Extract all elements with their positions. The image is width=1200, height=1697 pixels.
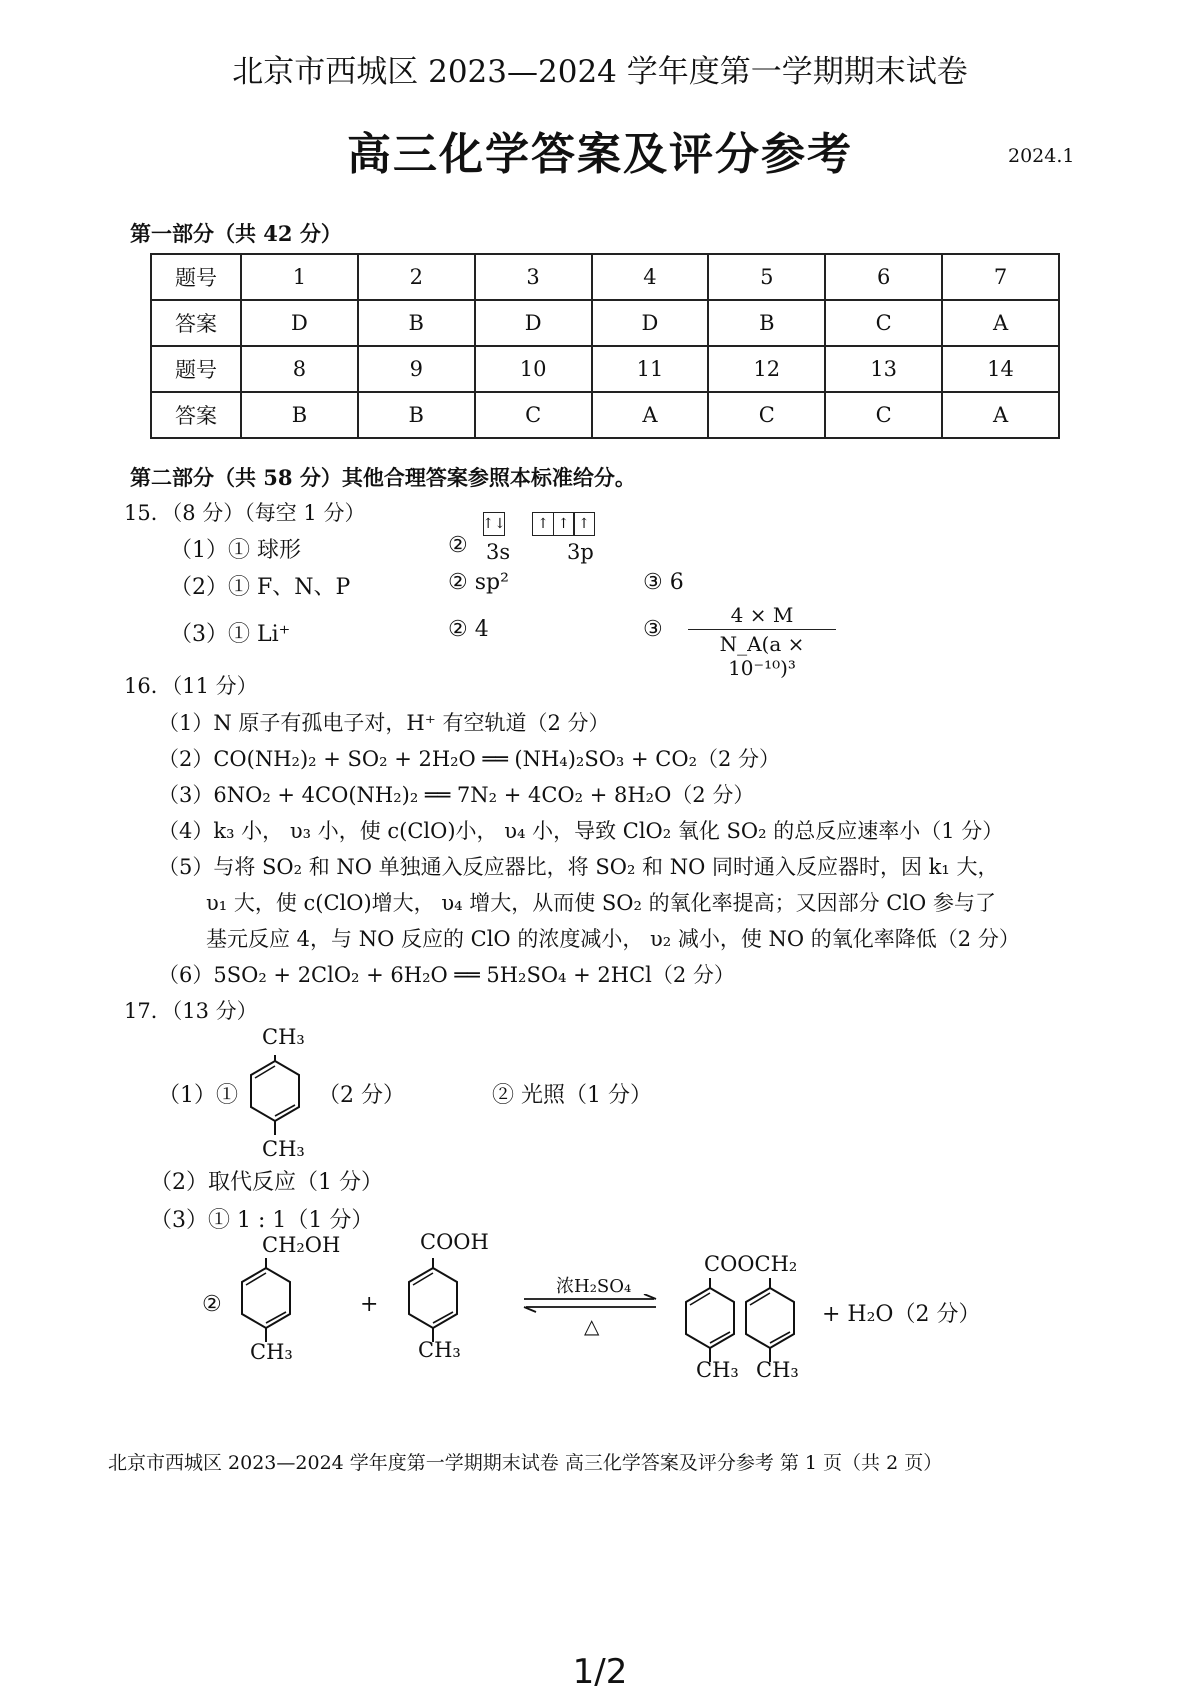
- table-cell: 6: [825, 254, 942, 300]
- q17-p3-2: ②: [202, 1292, 222, 1317]
- table-cell: 13: [825, 346, 942, 392]
- q16-line-6: （6）5SO₂ + 2ClO₂ + 6H₂O ══ 5H₂SO₄ + 2HCl（2 分）: [158, 963, 735, 987]
- table-cell: C: [825, 300, 942, 346]
- page-indicator: 1/2: [572, 1652, 628, 1692]
- q17-heading: 17．（13 分）: [124, 999, 258, 1023]
- cooh-group: COOH: [420, 1230, 489, 1254]
- ch3-group: CH₃: [250, 1340, 293, 1364]
- table-cell: D: [475, 300, 592, 346]
- q17-p1-score: （2 分）: [318, 1083, 405, 1108]
- table-cell: 14: [942, 346, 1059, 392]
- reagent-label: 浓H₂SO₄: [556, 1276, 632, 1297]
- table-cell: 7: [942, 254, 1059, 300]
- q16-heading: 16．（11 分）: [124, 674, 258, 698]
- table-cell: 8: [241, 346, 358, 392]
- q16-line-5a: （5）与将 SO₂ 和 NO 单独通入反应器比，将 SO₂ 和 NO 同时通入反应器时，因 k₁ 大，: [158, 855, 999, 879]
- ch3-group: CH₃: [418, 1338, 461, 1362]
- table-cell: 1: [241, 254, 358, 300]
- orbital-box: ↑: [553, 512, 575, 536]
- q15-p1-2: ②: [448, 533, 468, 558]
- benzene-ring-icon: [403, 1258, 463, 1342]
- table-cell: A: [942, 300, 1059, 346]
- orbital-box: ↑↓: [483, 512, 505, 536]
- q16-line-4: （4）k₃ 小， υ₃ 小，使 c(ClO)小， υ₄ 小，导致 ClO₂ 氧化 SO₂ 的总反应速率小（1 分）: [158, 819, 1004, 843]
- table-cell: 3: [475, 254, 592, 300]
- q16-line-2: （2）CO(NH₂)₂ + SO₂ + 2H₂O ══ (NH₄)₂SO₃ + CO₂（2 分）: [158, 747, 781, 771]
- q16-line-1: （1）N 原子有孤电子对，H⁺ 有空轨道（2 分）: [158, 711, 610, 735]
- table-cell: B: [358, 300, 475, 346]
- q15-p2-1: （2）① F、N、P: [170, 575, 351, 600]
- benzene-ring-icon: [236, 1258, 296, 1342]
- answer-table: [150, 253, 1060, 439]
- fraction-bar: [688, 629, 836, 630]
- density-fraction: [688, 603, 836, 680]
- ch3-group: CH₃: [756, 1358, 799, 1382]
- q15-p3-1: （3）① Li⁺: [170, 622, 291, 647]
- main-title: 高三化学答案及评分参考: [347, 129, 853, 180]
- table-cell: 12: [708, 346, 825, 392]
- reversible-arrow-icon: [520, 1294, 660, 1314]
- q17-p3-1: （3）① 1 : 1（1 分）: [150, 1208, 374, 1233]
- table-cell: C: [708, 392, 825, 438]
- table-cell: 11: [592, 346, 709, 392]
- table-cell: B: [708, 300, 825, 346]
- date: 2024.1: [1008, 145, 1075, 167]
- q15-p2-2: ② sp²: [448, 570, 509, 595]
- q17-p1-2: ② 光照（1 分）: [492, 1083, 652, 1108]
- table-row: [151, 300, 1059, 346]
- label-3s: 3s: [486, 540, 511, 564]
- row-label: 题号: [151, 346, 241, 392]
- q15-heading: 15．（8 分）（每空 1 分）: [124, 501, 366, 525]
- ester-rings-icon: [678, 1278, 828, 1362]
- table-row: [151, 392, 1059, 438]
- table-cell: C: [825, 392, 942, 438]
- table-cell: 9: [358, 346, 475, 392]
- product-water-score: + H₂O（2 分）: [822, 1302, 981, 1327]
- q15-p3-2: ② 4: [448, 617, 489, 642]
- orbital-3p: [532, 512, 595, 536]
- table-cell: 10: [475, 346, 592, 392]
- q17-p2: （2）取代反应（1 分）: [150, 1170, 383, 1195]
- ch3-group: CH₃: [696, 1358, 739, 1382]
- label-3p: 3p: [567, 540, 594, 564]
- table-row: [151, 254, 1059, 300]
- table-cell: 4: [592, 254, 709, 300]
- plus-sign: +: [360, 1292, 379, 1317]
- ch3-top: CH₃: [262, 1025, 305, 1049]
- table-cell: D: [241, 300, 358, 346]
- table-cell: B: [241, 392, 358, 438]
- ch3-bottom: CH₃: [262, 1137, 305, 1161]
- ch2oh-group: CH₂OH: [262, 1233, 341, 1257]
- table-cell: D: [592, 300, 709, 346]
- q16-line-3: （3）6NO₂ + 4CO(NH₂)₂ ══ 7N₂ + 4CO₂ + 8H₂O（2 分）: [158, 783, 755, 807]
- row-label: 题号: [151, 254, 241, 300]
- part1-heading: 第一部分（共 42 分）: [130, 221, 342, 246]
- table-cell: B: [358, 392, 475, 438]
- q16-line-5b: υ₁ 大，使 c(ClO)增大， υ₄ 增大，从而使 SO₂ 的氧化率提高；又因部分 ClO 参与了: [206, 891, 996, 915]
- orbital-box: ↑: [532, 512, 554, 536]
- q17-p1-prefix: （1）①: [158, 1083, 238, 1108]
- heat-symbol: △: [584, 1314, 600, 1338]
- q16-line-5c: 基元反应 4，与 NO 反应的 ClO 的浓度减小， υ₂ 减小，使 NO 的氧化率降低（2 分）: [206, 927, 1020, 951]
- orbital-3s: [483, 512, 505, 536]
- orbital-box: ↑: [573, 512, 595, 536]
- fraction-denominator: N_A(a × 10⁻¹⁰)³: [719, 632, 805, 680]
- row-label: 答案: [151, 300, 241, 346]
- table-cell: 2: [358, 254, 475, 300]
- cooch2-group: COOCH₂: [704, 1252, 798, 1276]
- q15-p2-3: ③ 6: [643, 570, 684, 595]
- table-cell: A: [592, 392, 709, 438]
- benzene-ring-icon: [245, 1055, 305, 1135]
- part2-heading: 第二部分（共 58 分）其他合理答案参照本标准给分。: [130, 465, 636, 490]
- table-cell: 5: [708, 254, 825, 300]
- header-title: 北京市西城区 2023—2024 学年度第一学期期末试卷: [232, 54, 968, 90]
- q15-p1-1: （1）① 球形: [170, 538, 301, 563]
- fraction-numerator: 4 × M: [730, 603, 794, 627]
- table-row: [151, 346, 1059, 392]
- q15-p3-3: ③: [643, 617, 663, 642]
- page-footer: 北京市西城区 2023—2024 学年度第一学期期末试卷 高三化学答案及评分参考 第 1 页（共 2 页）: [108, 1452, 943, 1474]
- table-cell: C: [475, 392, 592, 438]
- row-label: 答案: [151, 392, 241, 438]
- table-cell: A: [942, 392, 1059, 438]
